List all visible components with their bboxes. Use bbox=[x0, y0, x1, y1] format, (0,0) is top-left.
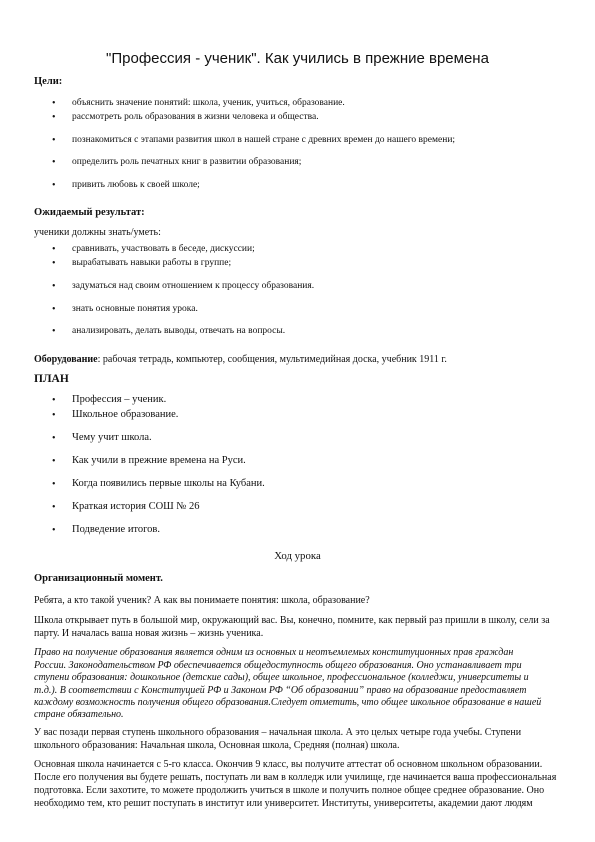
bullet-icon bbox=[52, 281, 60, 292]
plan-item: Как учили в прежние времена на Руси. bbox=[72, 455, 246, 466]
bullet-icon bbox=[52, 98, 60, 109]
lesson-paragraph-line: подготовка. Если захотите, то можете продолжить учиться в школе и получить полное общее среднее образование. Оно bbox=[34, 785, 545, 796]
bullet-icon bbox=[52, 180, 60, 191]
org-heading: Организационный момент. bbox=[34, 573, 163, 584]
bullet-icon bbox=[52, 304, 60, 315]
bullet-icon bbox=[52, 258, 60, 269]
equipment-label: Оборудование bbox=[34, 354, 98, 365]
lesson-paragraph-line: У вас позади первая ступень школьного образования – начальная школа. А это целых четыре года учебы. Ступени bbox=[34, 727, 522, 738]
lesson-italic-line: стране обязательно. bbox=[34, 709, 124, 720]
bullet-icon bbox=[52, 479, 60, 490]
goal-item: объяснить значение понятий: школа, ученик, учиться, образование. bbox=[72, 98, 345, 108]
lesson-paragraph-line: Школа открывает путь в большой мир, окружающий вас. Вы, конечно, помните, как первый раз пришли в школу, сели за bbox=[34, 615, 550, 626]
expected-intro: ученики должны знать/уметь: bbox=[34, 227, 161, 238]
bullet-icon bbox=[52, 135, 60, 146]
lesson-italic-line: ступени образования: дошкольное (детские сады), общее школьное, профессиональное (колледжи, университеты и bbox=[34, 672, 529, 683]
lesson-italic-line: России. Законодательством РФ обеспечивается общедоступность общего образования. Оно устанавливает три bbox=[34, 660, 522, 671]
expected-item: задуматься над своим отношением к процессу образования. bbox=[72, 281, 315, 291]
goal-item: рассмотреть роль образования в жизни человека и общества. bbox=[72, 112, 319, 122]
lesson-paragraph-line: необходимо тем, кто решит поступать в институт или университет. Институты, университеты, академии дают людям bbox=[34, 798, 533, 809]
lesson-paragraph: Ребята, а кто такой ученик? А как вы понимаете понятия: школа, образование? bbox=[34, 595, 370, 606]
plan-item: Профессия – ученик. bbox=[72, 394, 167, 405]
bullet-icon bbox=[52, 410, 60, 421]
plan-item: Школьное образование. bbox=[72, 409, 179, 420]
lesson-heading: Ход урока bbox=[274, 550, 321, 562]
lesson-italic-line: т.д.). В соответствии с Конституцией РФ и Законом РФ “Об образовании” право на образование предоставляет bbox=[34, 685, 527, 696]
expected-item: анализировать, делать выводы, отвечать на вопросы. bbox=[72, 326, 286, 336]
lesson-italic-line: Право на получение образования является одним из основных и неотъемлемых конституционных прав граждан bbox=[34, 647, 514, 658]
bullet-icon bbox=[52, 395, 60, 406]
bullet-icon bbox=[52, 157, 60, 168]
plan-heading: ПЛАН bbox=[34, 373, 69, 385]
plan-item: Подведение итогов. bbox=[72, 524, 161, 535]
expected-item: вырабатывать навыки работы в группе; bbox=[72, 258, 232, 268]
bullet-icon bbox=[52, 502, 60, 513]
goal-item: определить роль печатных книг в развитии образования; bbox=[72, 157, 302, 167]
lesson-paragraph-line: После его получения вы будете решать, поступать ли вам в колледж или училище, где начинается ваша профессиональная bbox=[34, 772, 557, 783]
plan-item: Чему учит школа. bbox=[72, 432, 152, 443]
bullet-icon bbox=[52, 244, 60, 255]
bullet-icon bbox=[52, 525, 60, 536]
equipment-text: : рабочая тетрадь, компьютер, сообщения, мультимедийная доска, учебник 1911 г. bbox=[97, 354, 447, 365]
lesson-paragraph-line: Основная школа начинается с 5-го класса. Окончив 9 класс, вы получите аттестат об основном школьном образовании. bbox=[34, 759, 543, 770]
goal-item: познакомиться с этапами развития школ в нашей стране с древних времен до нашего времени; bbox=[72, 135, 456, 145]
bullet-icon bbox=[52, 456, 60, 467]
lesson-paragraph-line: парту. И началась ваша новая жизнь – жизнь ученика. bbox=[34, 628, 264, 639]
plan-item: Краткая история СОШ № 26 bbox=[72, 501, 200, 512]
bullet-icon bbox=[52, 112, 60, 123]
bullet-icon bbox=[52, 433, 60, 444]
equipment-line bbox=[34, 353, 562, 366]
expected-item: сравнивать, участвовать в беседе, дискуссии; bbox=[72, 244, 255, 254]
expected-heading: Ожидаемый результат: bbox=[34, 207, 145, 218]
expected-item: знать основные понятия урока. bbox=[72, 304, 198, 314]
lesson-paragraph-line: школьного образования: Начальная школа, Основная школа, Средняя (полная) школа. bbox=[34, 740, 400, 751]
plan-item: Когда появились первые школы на Кубани. bbox=[72, 478, 265, 489]
goal-item: привить любовь к своей школе; bbox=[72, 180, 200, 190]
goals-heading: Цели: bbox=[34, 76, 63, 87]
lesson-italic-line: каждому возможность получения общего образования.Следует отметить, что общее школьное образование в нашей bbox=[34, 697, 542, 708]
page-title: "Профессия - ученик". Как учились в прежние времена bbox=[106, 50, 489, 67]
bullet-icon bbox=[52, 326, 60, 337]
